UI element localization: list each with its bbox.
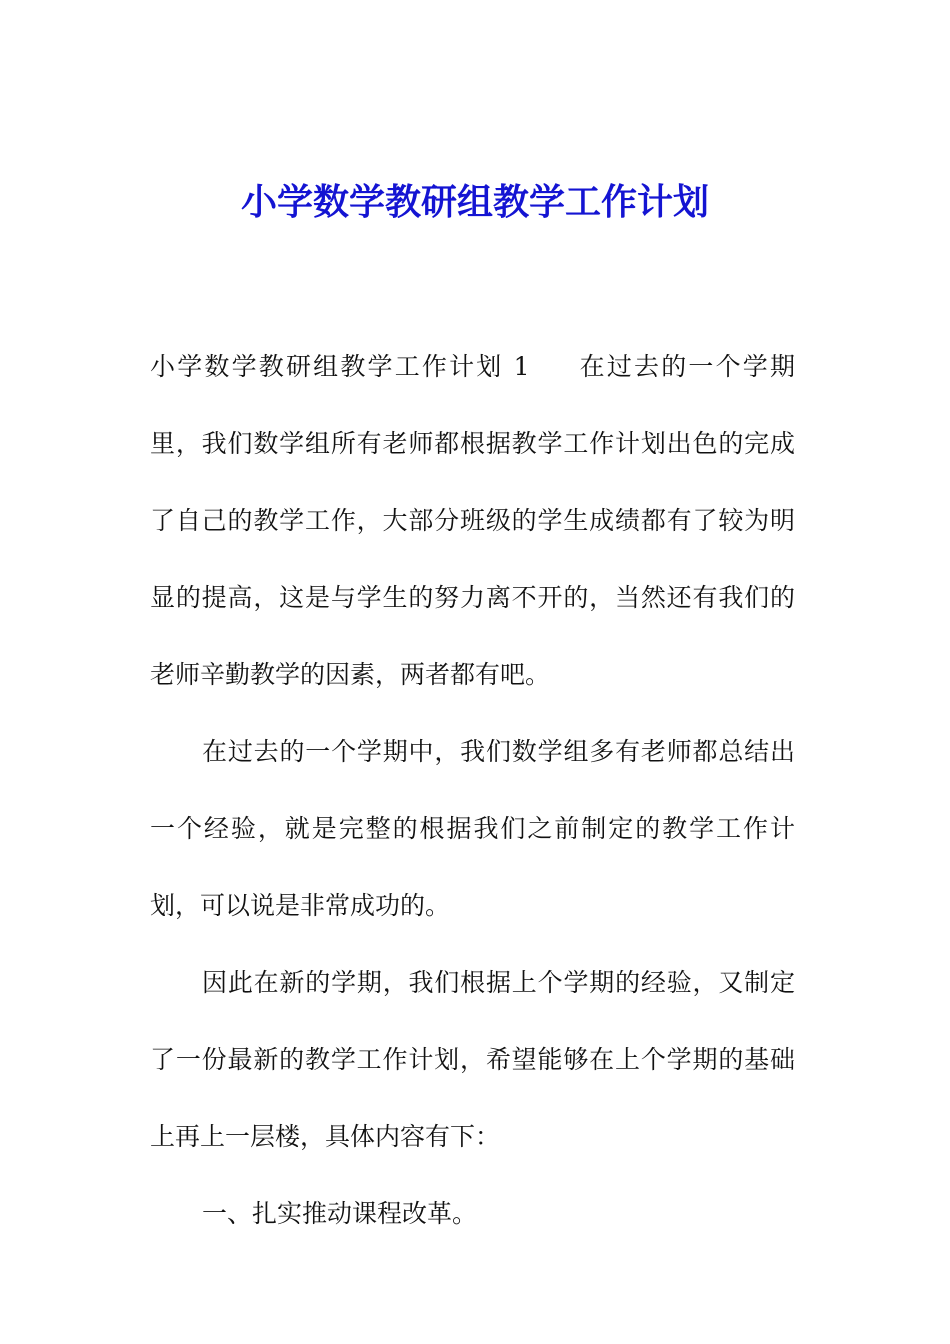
section-heading: 小学数学教研组教学工作计划 1 bbox=[150, 352, 530, 381]
document-title: 小学数学教研组教学工作计划 bbox=[240, 181, 709, 223]
document-body bbox=[150, 328, 795, 1252]
paragraph-4: 一、扎实推动课程改革。 bbox=[202, 1199, 478, 1228]
paragraph-1 bbox=[150, 328, 795, 713]
paragraph-2: 在过去的一个学期中，我们数学组多有老师都总结出一个经验，就是完整的根据我们之前制定的教学工作计划，可以说是非常成功的。 bbox=[150, 737, 795, 920]
paragraph-1-text: 在过去的一个学期里，我们数学组所有老师都根据教学工作计划出色的完成了自己的教学工作，大部分班级的学生成绩都有了较为明显的提高，这是与学生的努力离不开的，当然还有我们的老师辛勤教学的因素，两者都有吧。 bbox=[150, 352, 795, 689]
paragraph-3: 因此在新的学期，我们根据上个学期的经验，又制定了一份最新的教学工作计划，希望能够在上个学期的基础上再上一层楼，具体内容有下： bbox=[150, 968, 795, 1151]
